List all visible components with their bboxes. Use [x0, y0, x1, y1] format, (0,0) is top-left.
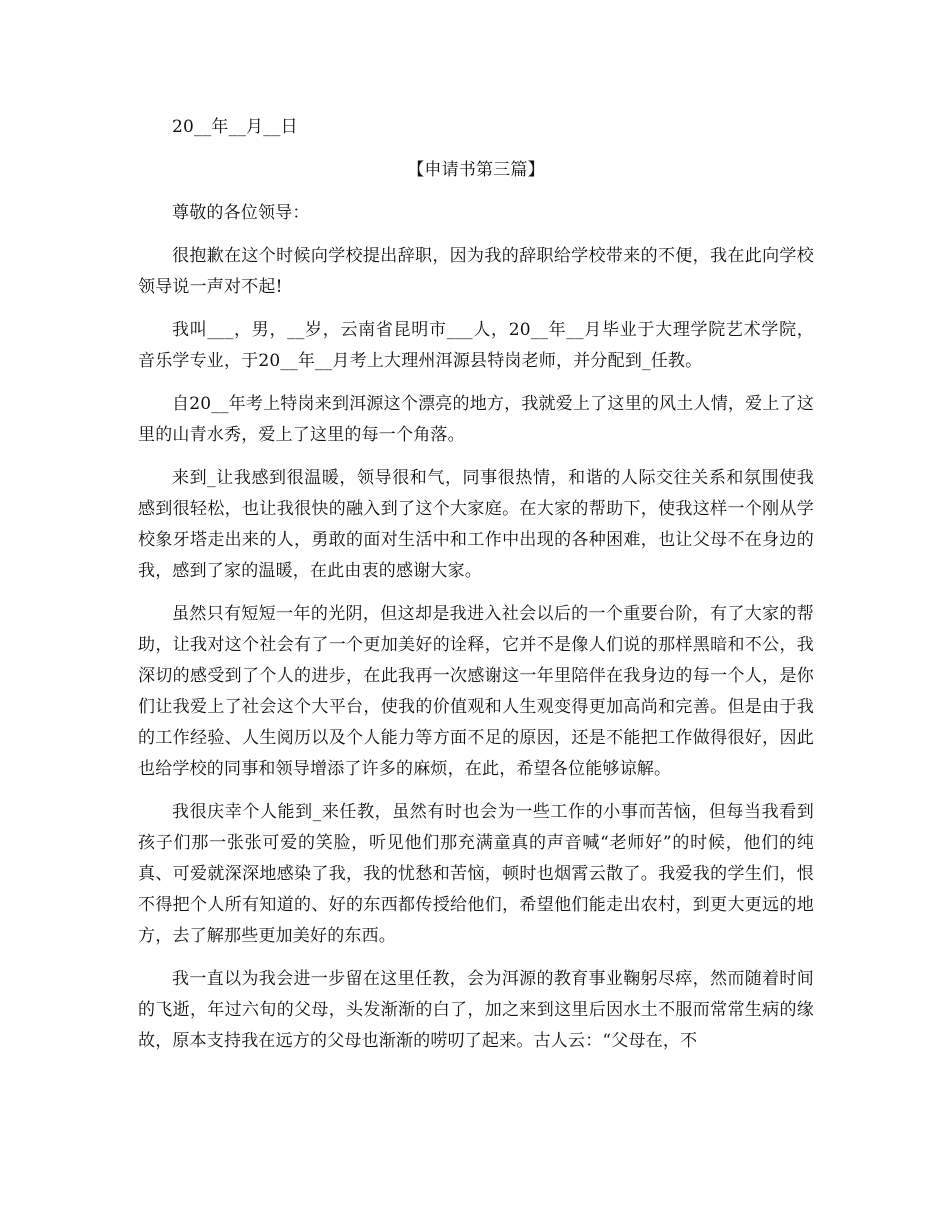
- paragraph: 很抱歉在这个时候向学校提出辞职，因为我的辞职给学校带来的不便，我在此向学校领导说一声对不起!: [138, 246, 814, 297]
- section-heading: 【申请书第三篇】: [407, 160, 545, 180]
- paragraph: 虽然只有短短一年的光阴，但这却是我进入社会以后的一个重要台阶，有了大家的帮助，让我对这个社会有了一个更加美好的诠释，它并不是像人们说的那样黑暗和不公，我深切的感受到了个人的进步，在此我再一次感谢这一年里陪伴在我身边的每一个人，是你们让我爱上了社会这个大平台，使我的价值观和人生观变得更加高尚和完善。但是由于我的工作经验、人生阅历以及个人能力等方面不足的原因，还是不能把工作做得很好，因此也给学校的同事和领导增添了许多的麻烦，在此，希望各位能够谅解。: [138, 604, 814, 779]
- paragraph: 我叫___，男，__岁，云南省昆明市___人，20__年__月毕业于大理学院艺术学院，音乐学专业，于20__年__月考上大理州洱源县特岗老师，并分配到_任教。: [138, 320, 814, 371]
- salutation: 尊敬的各位领导：: [172, 203, 310, 223]
- paragraph: 自20__年考上特岗来到洱源这个漂亮的地方，我就爱上了这里的风土人情，爱上了这里的山青水秀，爱上了这里的每一个角落。: [138, 394, 814, 445]
- paragraph: 我很庆幸个人能到_来任教，虽然有时也会为一些工作的小事而苦恼，但每当我看到孩子们那一张张可爱的笑脸，听见他们那充满童真的声音喊“老师好”的时候，他们的纯真、可爱就深深地感染了我，我的忧愁和苦恼，顿时也烟霄云散了。我爱我的学生们，恨不得把个人所有知道的、好的东西都传授给他们，希望他们能走出农村，到更大更远的地方，去了解那些更加美好的东西。: [138, 802, 814, 946]
- document-body: [138, 112, 814, 1069]
- paragraph: 我一直以为我会进一步留在这里任教，会为洱源的教育事业鞠躬尽瘁，然而随着时间的飞逝，年过六旬的父母，头发渐渐的白了，加之来到这里后因水土不服而常常生病的缘故，原本支持我在远方的父母也渐渐的唠叨了起来。古人云：“父母在，不: [138, 969, 814, 1051]
- date-line: 20__年__月__日: [172, 117, 298, 137]
- paragraph: 来到_让我感到很温暖，领导很和气，同事很热情，和谐的人际交往关系和氛围使我感到很轻松，也让我很快的融入到了这个大家庭。在大家的帮助下，使我这样一个刚从学校象牙塔走出来的人，勇敢的面对生活中和工作中出现的各种困难，也让父母不在身边的我，感到了家的温暖，在此由衷的感谢大家。: [138, 468, 814, 581]
